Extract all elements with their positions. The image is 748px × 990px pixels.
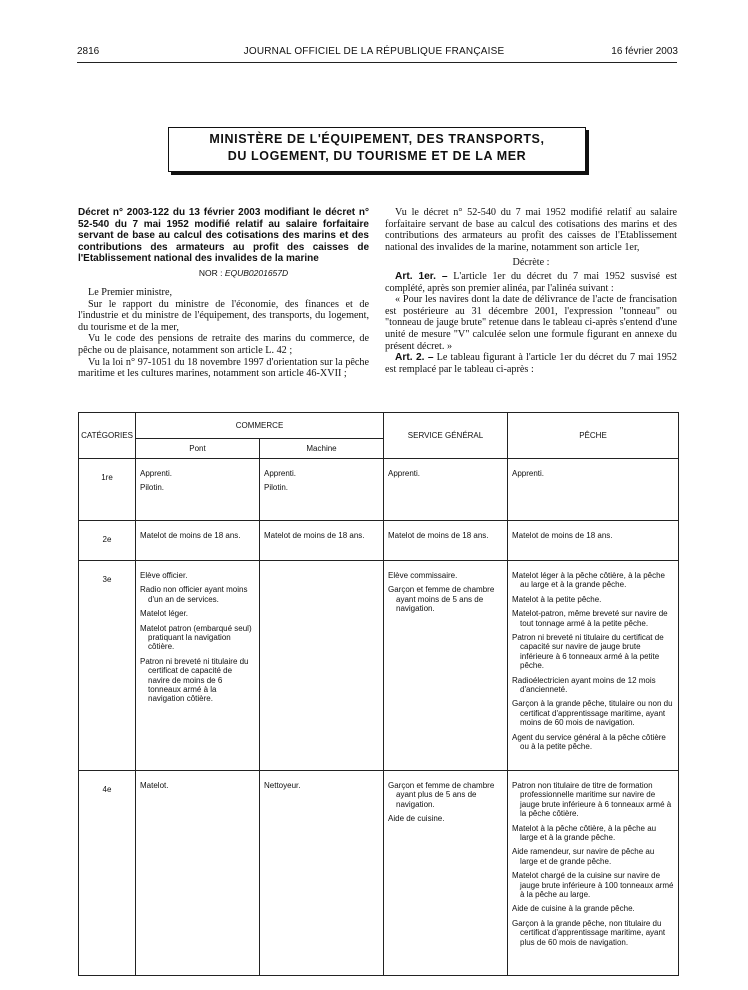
issue-date: 16 février 2003 [611,46,678,57]
visa-paragraph: Vu la loi n° 97-1051 du 18 novembre 1997 d'orientation sur la pêche maritime et les cultures marines, notamment son article 46-XVII ; [78,356,369,380]
cell-entry: Agent du service général à la pêche côtière ou à la petite pêche. [512,732,666,752]
article-2 [385,352,677,375]
machine-cell [260,521,384,561]
cell-entry: Patron ni breveté ni titulaire du certificat de capacité de navire de moins de 6 tonneaux armé à la navigation côtière. [140,656,249,704]
cell-entry: Matelot patron (embarqué seul) pratiquant la navigation côtière. [140,623,252,652]
page-number: 2816 [77,46,100,57]
cell-entry: Nettoyeur. [264,781,301,790]
peche-cell [508,459,679,521]
table-row [79,561,679,771]
table-row [79,459,679,521]
table-row [79,771,679,976]
right-column [385,207,677,375]
cell-entry: Pilotin. [264,483,289,493]
header-commerce: COMMERCE [136,413,384,439]
cell-entry: Pilotin. [140,483,165,493]
cell-content [260,459,383,502]
category-cell: 2e [79,521,136,561]
ministry-line-1: MINISTÈRE DE L'ÉQUIPEMENT, DES TRANSPORTS, [209,132,545,146]
cell-entry: Aide ramendeur, sur navire de pêche au large et de grande pêche. [512,847,655,866]
header-categories: CATÉGORIES [79,413,136,459]
header-rule [77,62,677,63]
header-machine: Machine [260,439,384,459]
cell-entry: Matelot de moins de 18 ans. [264,531,365,540]
pont-cell [136,561,260,771]
cell-entry: Elève commissaire. [388,571,458,580]
service-cell [384,521,508,561]
cell-entry: Patron ni breveté ni titulaire du certificat de capacité sur navire de jauge brute inférieure à 6 tonneaux armé à la petite pêche. [512,633,664,671]
article-1-quote: « Pour les navires dont la date de délivrance de l'acte de francisation est postérieure au 31 décembre 2001, l'expression "tonneau" ou "tonneau de jauge brute" retenue dans le tableau ci-après s'entend d'une unité de mesure "V" calculée selon une formule figurant en annexe du présent décret. » [385,294,677,352]
article-1 [385,271,677,294]
machine-cell [260,561,384,771]
category-cell: 1re [79,459,136,521]
article-2-label: Art. 2. – [395,352,434,364]
cell-entry: Elève officier. [140,571,188,580]
cell-entry: Apprenti. [264,469,297,478]
cell-entry: Aide de cuisine à la grande pêche. [512,904,635,914]
category-cell: 3e [79,561,136,771]
article-2-text: Le tableau figurant à l'article 1er du décret du 7 mai 1952 est remplacé par le tableau ci-après : [385,352,677,375]
cell-entry: Matelot de moins de 18 ans. [512,531,613,540]
pont-cell [136,459,260,521]
cell-entry: Patron non titulaire de titre de formation professionnelle maritime sur navire de jauge brute inférieure à 6 tonneaux armé à la pêche côtière. [512,781,672,819]
cell-content [384,459,507,487]
cell-entry: Apprenti. [140,469,173,478]
visa-paragraph: Vu le décret n° 52-540 du 7 mai 1952 modifié relatif au salaire forfaitaire servant de base au calcul des cotisations des marins et des contributions des armateurs au profit des caisses de l'Etablissement national des invalides de la marine, notamment son article 1er, [385,207,677,253]
header-peche: PÊCHE [508,413,679,459]
cell-content [384,771,507,833]
cell-entry: Matelot léger. [140,609,189,619]
cell-content [384,521,507,549]
machine-cell [260,459,384,521]
cell-content [136,459,259,502]
decrete-heading: Décrète : [512,257,550,269]
visa-paragraph: Vu le code des pensions de retraite des marins du commerce, de pêche ou de plaisance, notamment son article L. 42 ; [78,333,369,357]
visa-paragraph: Le Premier ministre, [88,287,173,299]
ministry-line-2: DU LOGEMENT, DU TOURISME ET DE LA MER [227,149,527,163]
peche-cell [508,521,679,561]
pont-cell [136,771,260,976]
cell-content [260,561,383,575]
cell-content [260,771,383,799]
peche-cell [508,771,679,976]
nor-code: EQUB0201657D [224,267,289,278]
decree-title: Décret n° 2003-122 du 13 février 2003 modifiant le décret n° 52-540 du 7 mai 1952 modifié relatif au salaire forfaitaire servant de base au calcul des cotisations des marins et des contributions des armateurs au profit des caisses de l'Etablissement national des invalides de la marine [78,207,369,264]
page-header [0,46,748,62]
cell-content [384,561,507,623]
cell-content [508,771,678,956]
service-cell [384,561,508,771]
machine-cell [260,771,384,976]
category-cell: 4e [79,771,136,976]
cell-entry: Garçon et femme de chambre ayant plus de 5 ans de navigation. [388,781,495,809]
cell-entry: Matelot de moins de 18 ans. [140,531,241,540]
cell-content [136,771,259,799]
ministry-box [168,127,586,172]
cell-entry: Apprenti. [388,469,421,478]
cell-content [260,521,383,549]
cell-content [508,561,678,761]
nor-label: NOR : [198,267,223,278]
journal-title: JOURNAL OFFICIEL DE LA RÉPUBLIQUE FRANÇAISE [243,46,505,57]
table-row [79,521,679,561]
cell-content [508,459,678,487]
cell-entry: Radioélectricien ayant moins de 12 mois d'ancienneté. [512,675,656,695]
cell-entry: Matelot-patron, même breveté sur navire de tout tonnage armé à la petite pêche. [512,609,668,628]
cell-entry: Matelot chargé de la cuisine sur navire de jauge brute inférieure à 100 tonneaux armé à la pêche au large. [512,871,674,900]
cell-content [136,561,259,713]
article-1-label: Art. 1er. – [395,270,448,282]
article-1-text: L'article 1er du décret du 7 mai 1952 susvisé est complété, après son premier alinéa, par l'alinéa suivant : [385,270,678,294]
header-service-general: SERVICE GÉNÉRAL [384,413,508,459]
pont-cell [136,521,260,561]
cell-content [136,521,259,549]
cell-entry: Aide de cuisine. [388,814,445,824]
table-body [79,459,679,976]
cell-entry: Matelot à la pêche côtière, à la pêche au large et à la grande pêche. [512,823,657,843]
cell-entry: Garçon à la grande pêche, non titulaire du certificat d'apprentissage maritime, ayant plus de 60 mois de navigation. [512,918,666,947]
service-cell [384,459,508,521]
cell-entry: Matelot à la petite pêche. [512,594,602,604]
left-column [78,207,369,380]
cell-entry: Matelot. [140,781,169,790]
visa-paragraph: Sur le rapport du ministre de l'économie, des finances et de l'industrie et du ministre de l'équipement, des transports, du logement, du tourisme et de la mer, [78,298,369,333]
cell-content [508,521,678,549]
cell-entry: Garçon à la grande pêche, titulaire ou non du certificat d'apprentissage maritime, ayant moins de 60 mois de navigation. [512,699,673,728]
salary-category-table [78,412,679,976]
service-cell [384,771,508,976]
cell-entry: Radio non officier ayant moins d'un an de services. [140,585,248,604]
cell-entry: Garçon et femme de chambre ayant moins de 5 ans de navigation. [388,585,495,614]
cell-entry: Matelot léger à la pêche côtière, à la pêche au large et à la grande pêche. [512,571,665,590]
header-pont: Pont [136,439,260,459]
nor-reference [78,268,369,280]
cell-entry: Apprenti. [512,469,545,478]
cell-entry: Matelot de moins de 18 ans. [388,531,489,540]
peche-cell [508,561,679,771]
